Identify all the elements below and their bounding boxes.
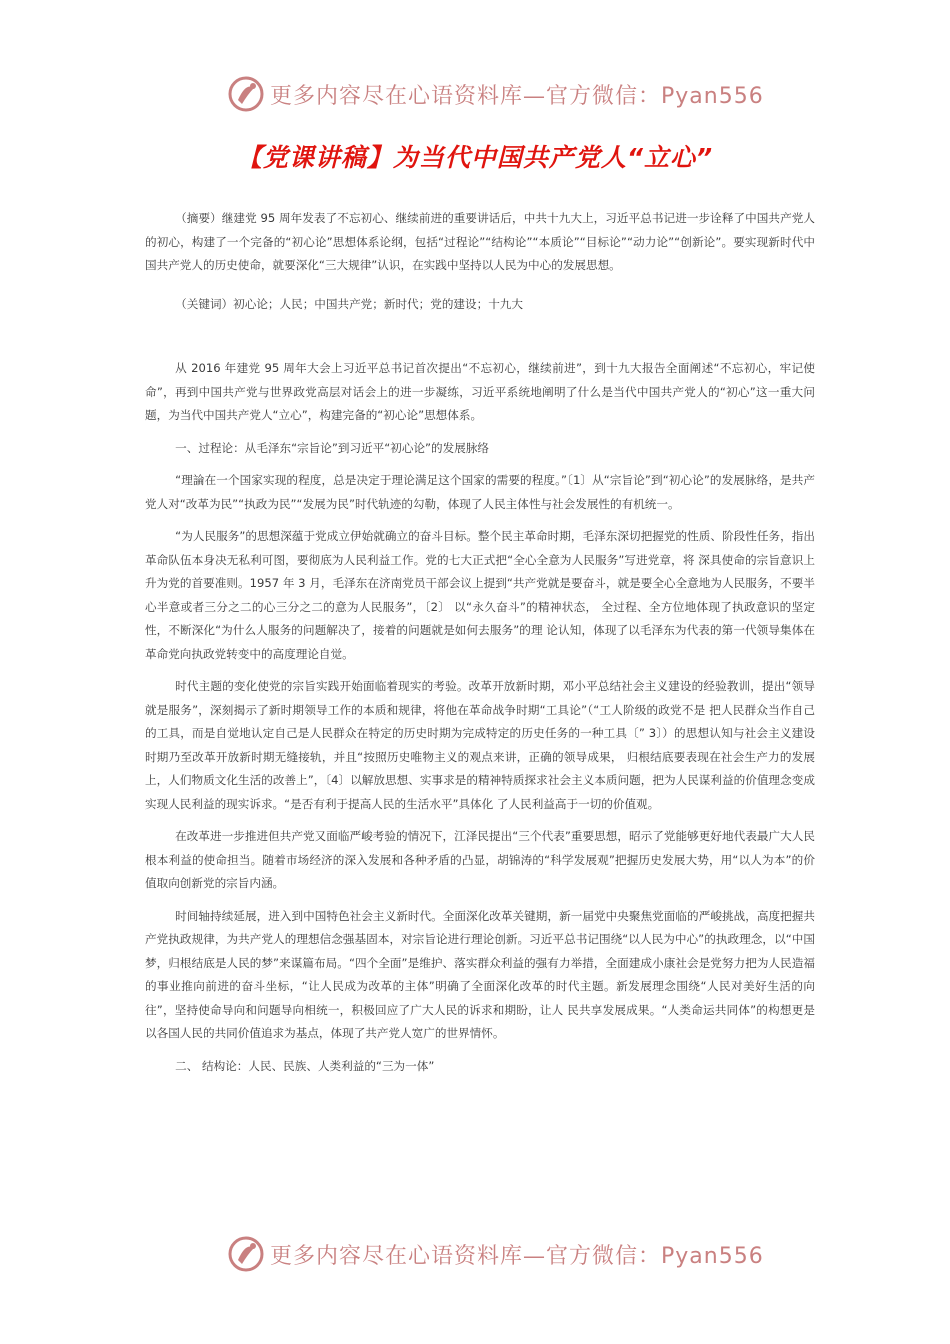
wechat-id: Pyan556: [661, 1243, 764, 1269]
paragraph: 时间轴持续延展，进入到中国特色社会主义新时代。全面深化改革关键期，新一届党中央聚焦党面临的严峻挑战，高度把握共产党执政规律，为共产党人的理想信念强基固本，对宗旨论进行理论创新。习近平总书记围绕“以人民为中心”的执政理念，以“中国梦，归根结底是人民的梦”来谋篇布局。“四个全面”是维护、落实群众利益的强有力举措，全面建成小康社会是党努力把为人民造福的事业推向前进的奋斗坐标，“让人民成为改革的主体”明确了全面深化改革的时代主题。新发展理念围绕“人民对美好生活的向往”，坚持使命导向和问题导向相统一，积极回应了广大人民的诉求和期盼，让人 民共享发展成果。“人类命运共同体”的构想更是以各国人民的共同价值追求为基点，体现了共产党人宽广的世界情怀。: [145, 908, 815, 1040]
header-banner: [0, 74, 950, 114]
logo-icon: [226, 1234, 266, 1274]
page-title: 【党课讲稿】为当代中国共产党人“立心”: [236, 143, 714, 172]
paragraph: “理論在一个国家实现的程度，总是决定于理论满足这个国家的需要的程度。”〔1〕从“宗旨论”到“初心论”的发展脉络，是共产党人对“改革为民”“执政为民”“发展为民”时代轨迹的勾勒，体现了人民主体性与社会发展性的有机统一。: [145, 473, 815, 511]
paragraph: 在改革进一步推进但共产党又面临严峻考验的情况下，江泽民提出“三个代表”重要思想，昭示了党能够更好地代表最广大人民根本利益的使命担当。随着市场经济的深入发展和各种矛盾的凸显，胡锦涛的“科学发展观”把握历史发展大势，用“以人为本”的价值取向创新党的宗旨内涵。: [145, 829, 815, 890]
body-section: [145, 357, 815, 1087]
banner-text: 更多内容尽在心语资料库—官方微信：Pyan556: [270, 1243, 764, 1269]
banner-text: 更多内容尽在心语资料库—官方微信：Pyan556: [270, 83, 764, 109]
keywords-text: （关键词）初心论；人民；中国共产党；新时代；党的建设；十九大: [175, 297, 523, 311]
abstract-section: [145, 207, 815, 278]
paragraph: “为人民服务”的思想深蕴于党成立伊始就确立的奋斗目标。整个民主革命时期，毛泽东深切把握党的性质、阶段性任务，指出革命队伍本身决无私利可图，要彻底为人民利益工作。党的七大正式把“全心全意为人民服务”写进党章，将 深具使命的宗旨意识上升为党的首要准则。1957 年 3 月，毛泽东在济南党员干部会议上提到“共产党就是要奋斗，就是要全心全意地为人民服务，不要半心半意或者三分之二的心三分之二的意为人民服务”，〔2〕 以“永久奋斗”的精神状态， 全过程、全方位地体现了执政意识的坚定性，不断深化“为什么人服务的问题解决了，接着的问题就是如何去服务”的理 论认知，体现了以毛泽东为代表的第一代领导集体在革命党向执政党转变中的高度理论自觉。: [145, 529, 815, 661]
keywords-section: [145, 293, 815, 317]
section-heading: 二、 结构论：人民、民族、人类利益的“三为一体”: [175, 1058, 435, 1073]
abstract-text: （摘要）继建党 95 周年发表了不忘初心、继续前进的重要讲话后，中共十九大上，习近平总书记进一步诠释了中国共产党人的初心，构建了一个完备的“初心论”思想体系论纲，包括“过程论”“结构论”“本质论”“目标论”“动力论”“创新论”。要实现新时代中国共产党人的历史使命，就要深化“三大规律”认识，在实践中坚持以人民为中心的发展思想。: [145, 211, 815, 272]
paragraph: 时代主题的变化使党的宗旨实践开始面临着现实的考验。改革开放新时期，邓小平总结社会主义建设的经验教训，提出“领导就是服务”，深刻揭示了新时期领导工作的本质和规律，将他在革命战争时期“工具论”（“工人阶级的政党不是 把人民群众当作自己的工具，而是自觉地认定自己是人民群众在特定的历史时期为完成特定的历史任务的一种工具〔” 3〕）的思想认知与社会主义建设时期乃至改革开放新时期无缝接轨，并且“按照历史唯物主义的观点来讲，正确的领导成果， 归根结底要表现在社会生产力的发展上，人们物质文化生活的改善上”，〔4〕以解放思想、实事求是的精神特质探求社会主义本质问题，把为人民谋利益的价值理念变成实现人民利益的现实诉求。“是否有利于提高人民的生活水平”具体化 了人民利益高于一切的价值观。: [145, 679, 815, 811]
logo-icon: [226, 74, 266, 114]
wechat-id: Pyan556: [661, 83, 764, 109]
section-heading: 一、过程论：从毛泽东“宗旨论”到习近平“初心论”的发展脉络: [175, 440, 490, 455]
footer-banner: [0, 1234, 950, 1274]
paragraph: 从 2016 年建党 95 周年大会上习近平总书记首次提出“不忘初心，继续前进”，到十九大报告全面阐述“不忘初心，牢记使命”，再到中国共产党与世界政党高层对话会上的进一步凝练，习近平系统地阐明了什么是当代中国共产党人的“初心”这一重大问题，为当代中国共产党人“立心”，构建完备的“初心论”思想体系。: [145, 361, 815, 422]
